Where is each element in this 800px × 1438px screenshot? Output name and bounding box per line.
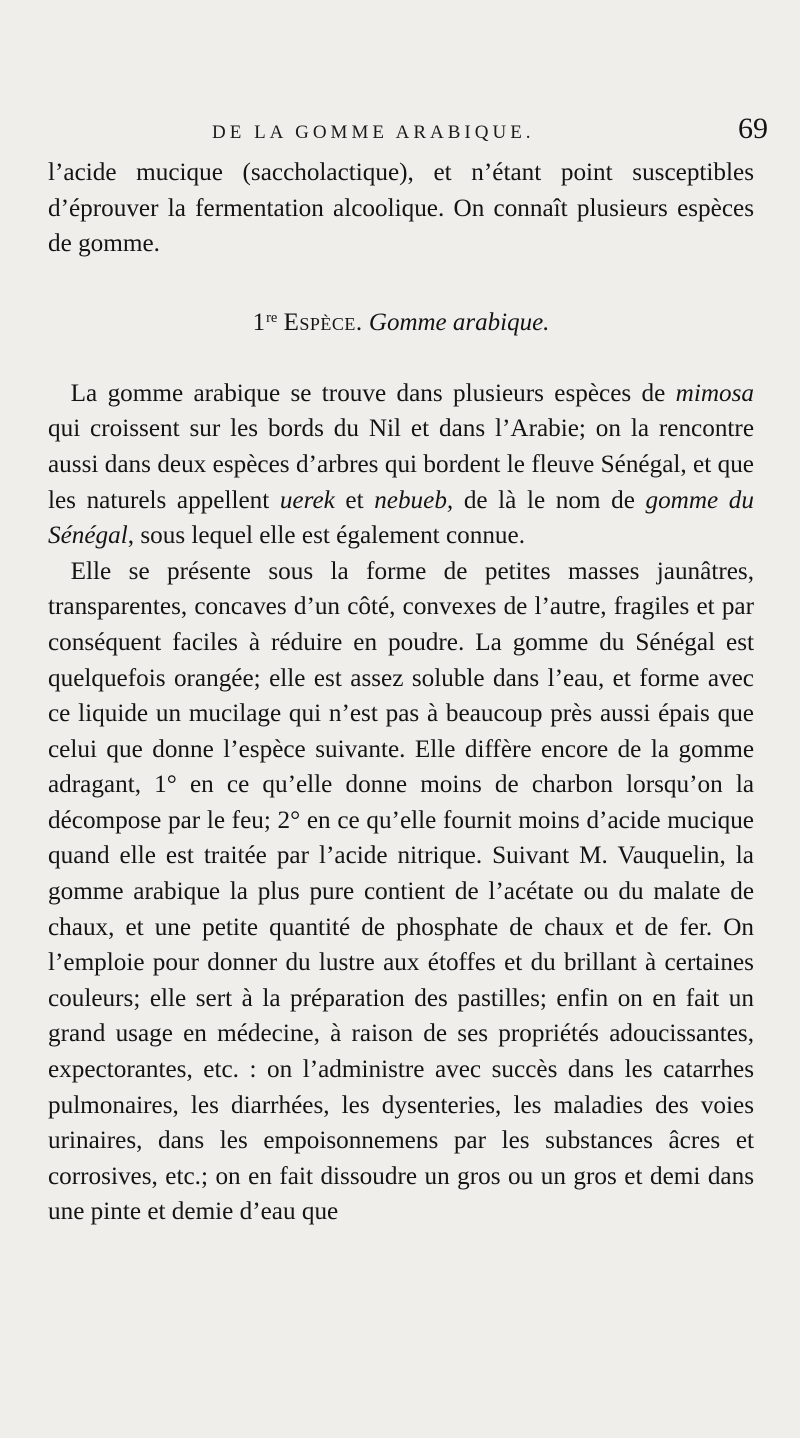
- term-uerek: uerek: [279, 486, 335, 514]
- page-body: [48, 155, 754, 1230]
- paragraph-origin: La gomme arabique se trouve dans plusieurs espèces de mimosa qui croissent sur les bords du Nil et dans l’Arabie; on la rencontre aussi dans deux espèces d’arbres qui bordent le fleuve Sénégal, et que les naturels appellent uerek et nebueb, de là le nom de gomme du Sénégal, sous lequel elle est également connue.: [48, 379, 754, 550]
- section-number-superscript: re: [266, 309, 278, 326]
- section-name: Gomme arabique.: [368, 308, 550, 336]
- page-header: [48, 112, 768, 152]
- page-number: 69: [738, 112, 768, 145]
- term-nebueb: nebueb,: [374, 486, 454, 514]
- section-heading: [48, 262, 754, 376]
- section-label: Espèce.: [283, 308, 363, 336]
- section-number: 1re: [252, 308, 278, 336]
- continued-paragraph: l’acide mucique (saccholactique), et n’étant point susceptibles d’éprouver la fermentation alcoolique. On connaît plusieurs espèces de gomme.: [48, 159, 754, 258]
- term-gomme-senegal: gomme du Sénégal: [48, 486, 754, 550]
- running-title: DE LA GOMME ARABIQUE.: [212, 122, 535, 143]
- paragraph-properties: Elle se présente sous la forme de petites masses jaunâtres, transparentes, concaves d’un côté, convexes de l’autre, fragiles et par conséquent faciles à réduire en poudre. La gomme du Sénégal est quelquefois orangée; elle est assez soluble dans l’eau, et forme avec ce liquide un mucilage qui n’est pas à beaucoup près aussi épais que celui que donne l’espèce suivante. Elle diffère encore de la gomme adragant, 1° en ce qu’elle donne moins de charbon lorsqu’on la décompose par le feu; 2° en ce qu’elle fournit moins d’acide mucique quand elle est traitée par l’acide nitrique. Suivant M. Vauquelin, la gomme arabique la plus pure contient de l’acétate ou du malate de chaux, et une petite quantité de phosphate de chaux et de fer. On l’emploie pour donner du lustre aux étoffes et du brillant à certaines couleurs; elle sert à la préparation des pastilles; enfin on en fait un grand usage en médecine, à raison de ses propriétés adoucissantes, expectorantes, etc. : on l’administre avec succès dans les catarrhes pulmonaires, les diarrhées, les dysenteries, les maladies des voies urinaires, dans les empoisonnemens par les substances âcres et corrosives, etc.; on en fait dissoudre un gros ou un gros et demi dans une pinte et demie d’eau que: [48, 557, 754, 1226]
- term-mimosa: mimosa: [675, 379, 754, 407]
